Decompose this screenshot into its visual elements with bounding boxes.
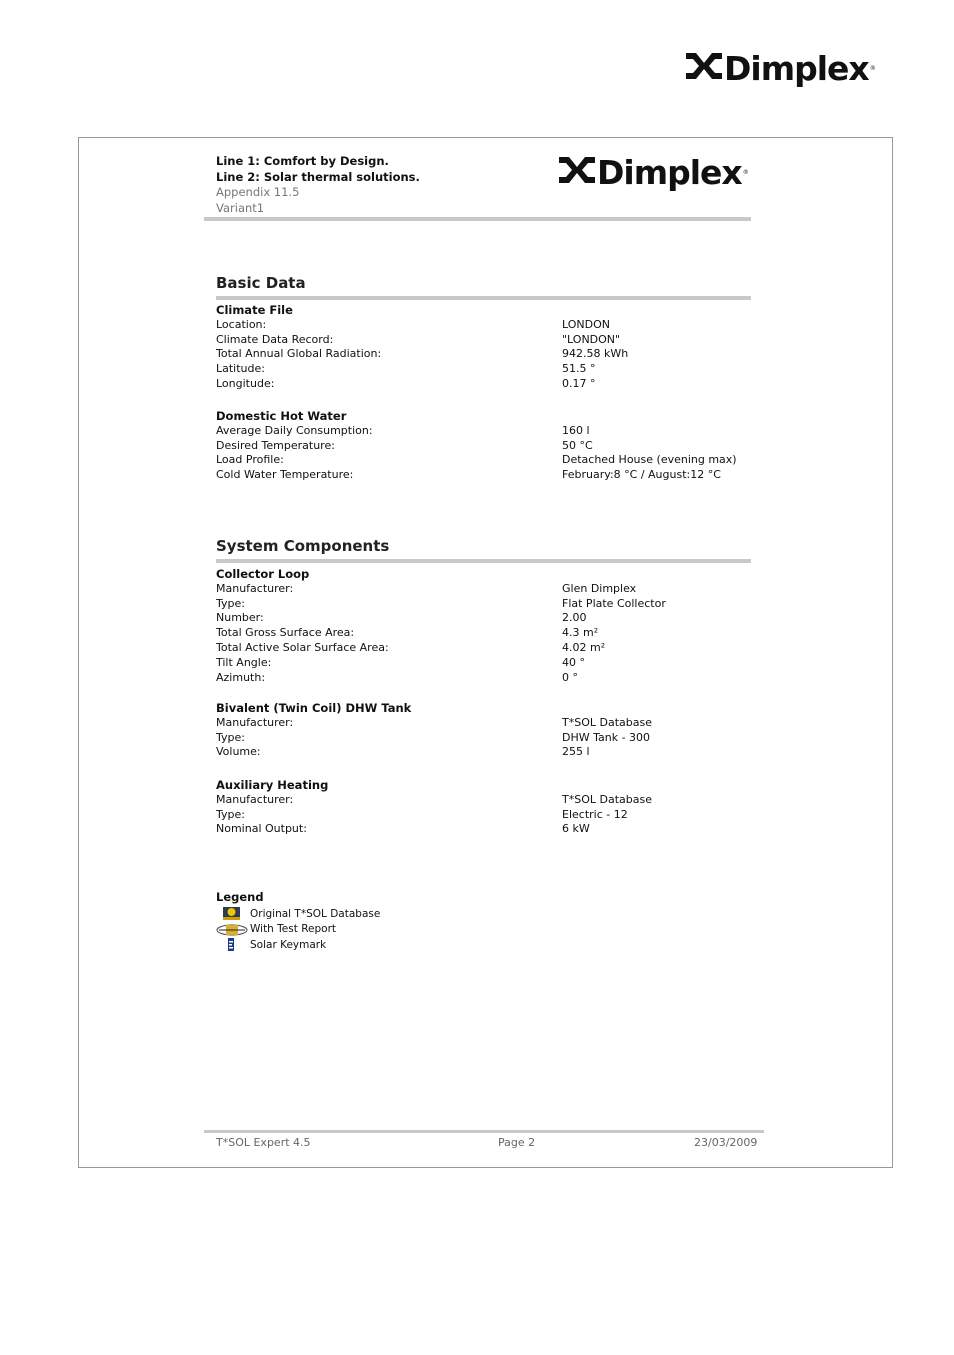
data-row: Manufacturer: T*SOL Database xyxy=(216,715,652,729)
legend-item: With Test Report xyxy=(216,922,380,938)
dimplex-wordmark: Dimplex xyxy=(597,152,742,192)
data-row: Type: Electric - 12 xyxy=(216,807,628,821)
data-row: Manufacturer: Glen Dimplex xyxy=(216,581,637,595)
section-rule xyxy=(216,296,751,300)
data-row: Number: 2.00 xyxy=(216,611,587,625)
group-auxiliary-heating xyxy=(216,778,756,837)
dimplex-logo-inner xyxy=(557,153,749,191)
sun-database-icon xyxy=(216,906,250,921)
data-row: Desired Temperature: 50 °C xyxy=(216,438,593,452)
data-row: Manufacturer: T*SOL Database xyxy=(216,792,652,806)
legend-title: Legend xyxy=(216,890,264,904)
group-title: Auxiliary Heating xyxy=(216,778,329,792)
header-line2: Line 2: Solar thermal solutions. xyxy=(216,169,420,184)
data-row: Tilt Angle: 40 ° xyxy=(216,655,585,669)
footer-software: T*SOL Expert 4.5 xyxy=(216,1136,311,1149)
header-appendix: Appendix 11.5 xyxy=(216,185,300,199)
header-rule xyxy=(204,217,751,221)
data-row: Load Profile: Detached House (evening max) xyxy=(216,453,737,467)
section-title-basic-data: Basic Data xyxy=(216,274,306,292)
header-variant: Variant1 xyxy=(216,200,265,215)
keymark-icon xyxy=(216,937,250,952)
registered-mark: ® xyxy=(742,168,749,176)
certified-stamp-icon xyxy=(216,922,250,937)
group-title: Bivalent (Twin Coil) DHW Tank xyxy=(216,701,412,715)
footer-rule xyxy=(204,1130,764,1133)
legend-item: Solar Keymark xyxy=(216,937,380,953)
footer-date: 23/03/2009 xyxy=(694,1136,758,1149)
section-rule xyxy=(216,559,751,563)
section-title-system-components: System Components xyxy=(216,537,390,555)
group-domestic-hot-water xyxy=(216,409,756,483)
data-row: Nominal Output: 6 kW xyxy=(216,822,590,836)
data-row: Location: LONDON xyxy=(216,317,610,331)
dimplex-logo-top xyxy=(684,50,876,86)
data-row: Type: DHW Tank - 300 xyxy=(216,730,651,744)
data-row: Total Annual Global Radiation: 942.58 kWh xyxy=(216,347,629,361)
data-row: Azimuth: 0 ° xyxy=(216,670,578,684)
registered-mark: ® xyxy=(869,64,876,72)
group-climate-file xyxy=(216,303,756,392)
data-row: Volume: 255 l xyxy=(216,745,590,759)
dimplex-mark-icon xyxy=(557,155,597,189)
group-dhw-tank xyxy=(216,701,756,760)
header-line1: Line 1: Comfort by Design. xyxy=(216,154,389,168)
data-row: Latitude: 51.5 ° xyxy=(216,362,596,376)
legend-item: Original T*SOL Database xyxy=(216,906,380,922)
data-row: Total Active Solar Surface Area: 4.02 m² xyxy=(216,640,606,654)
data-row: Climate Data Record: "LONDON" xyxy=(216,332,621,346)
group-title: Domestic Hot Water xyxy=(216,409,347,423)
data-row: Longitude: 0.17 ° xyxy=(216,376,596,390)
data-row: Average Daily Consumption: 160 l xyxy=(216,423,590,437)
report-header xyxy=(216,154,420,216)
dimplex-wordmark: Dimplex xyxy=(724,48,869,88)
data-row: Type: Flat Plate Collector xyxy=(216,596,666,610)
dimplex-mark-icon xyxy=(684,51,724,85)
group-collector-loop xyxy=(216,567,756,685)
legend xyxy=(216,890,380,953)
data-row: Total Gross Surface Area: 4.3 m² xyxy=(216,626,599,640)
data-row: Cold Water Temperature: February:8 °C / August:12 °C xyxy=(216,468,721,482)
group-title: Climate File xyxy=(216,303,293,317)
group-title: Collector Loop xyxy=(216,567,310,581)
footer-page-number: Page 2 xyxy=(498,1136,536,1149)
